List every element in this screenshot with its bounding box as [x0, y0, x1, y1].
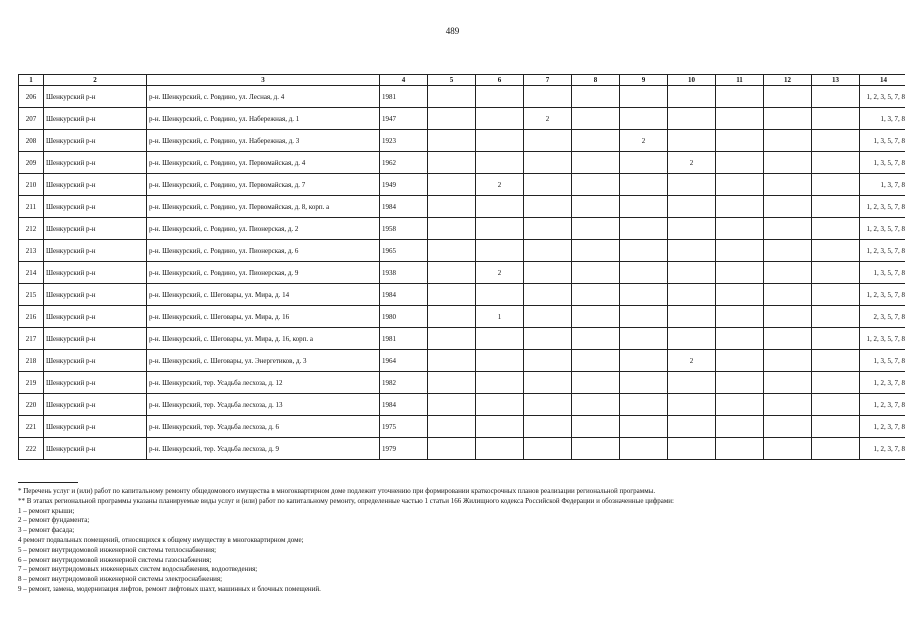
col6-cell — [476, 438, 524, 460]
row-number-cell: 206 — [19, 86, 44, 108]
row-number-cell: 214 — [19, 262, 44, 284]
col10-cell — [668, 130, 716, 152]
column-header: 10 — [668, 75, 716, 86]
year-cell: 1962 — [380, 152, 428, 174]
district-cell: Шенкурский р-н — [44, 350, 147, 372]
col10-cell — [668, 372, 716, 394]
row-number-cell: 217 — [19, 328, 44, 350]
col10-cell — [668, 306, 716, 328]
col12-cell — [764, 262, 812, 284]
table-row — [19, 174, 905, 196]
col8-cell — [572, 394, 620, 416]
district-cell: Шенкурский р-н — [44, 108, 147, 130]
col8-cell — [572, 328, 620, 350]
address-cell: р-н. Шенкурский, с. Ровдино, ул. Набережная, д. 3 — [147, 130, 380, 152]
address-cell: р-н. Шенкурский, тер. Усадьба лесхоза, д. 9 — [147, 438, 380, 460]
col12-cell — [764, 284, 812, 306]
row-number-cell: 222 — [19, 438, 44, 460]
col12-cell — [764, 108, 812, 130]
column-header: 8 — [572, 75, 620, 86]
row-number-cell: 211 — [19, 196, 44, 218]
col9-cell — [620, 152, 668, 174]
district-cell: Шенкурский р-н — [44, 152, 147, 174]
year-cell: 1981 — [380, 86, 428, 108]
header-row — [19, 75, 905, 86]
table-row — [19, 262, 905, 284]
col6-cell: 2 — [476, 174, 524, 196]
col8-cell — [572, 174, 620, 196]
row-number-cell: 209 — [19, 152, 44, 174]
col10-cell — [668, 218, 716, 240]
table-row — [19, 394, 905, 416]
col10-cell — [668, 240, 716, 262]
col8-cell — [572, 284, 620, 306]
col7-cell — [524, 306, 572, 328]
row-number-cell: 219 — [19, 372, 44, 394]
col6-cell — [476, 130, 524, 152]
col5-cell — [428, 108, 476, 130]
col11-cell — [716, 438, 764, 460]
col5-cell — [428, 86, 476, 108]
works-list-cell: 2, 3, 5, 7, 8 — [860, 306, 905, 328]
column-header: 9 — [620, 75, 668, 86]
col10-cell — [668, 394, 716, 416]
row-number-cell: 215 — [19, 284, 44, 306]
col11-cell — [716, 328, 764, 350]
col10-cell — [668, 174, 716, 196]
col5-cell — [428, 152, 476, 174]
col7-cell — [524, 240, 572, 262]
address-cell: р-н. Шенкурский, с. Ровдино, ул. Пионерская, д. 2 — [147, 218, 380, 240]
column-header: 5 — [428, 75, 476, 86]
col7-cell — [524, 262, 572, 284]
table-row — [19, 372, 905, 394]
col11-cell — [716, 240, 764, 262]
row-number-cell: 218 — [19, 350, 44, 372]
col11-cell — [716, 196, 764, 218]
column-header: 13 — [812, 75, 860, 86]
district-cell: Шенкурский р-н — [44, 174, 147, 196]
footnote-line: 5 – ремонт внутридомовой инженерной системы теплоснабжения; — [18, 545, 217, 554]
footnote-line: 4 ремонт подвальных помещений, относящихся к общему имуществу в многоквартирном доме; — [18, 535, 304, 544]
col12-cell — [764, 196, 812, 218]
col5-cell — [428, 438, 476, 460]
col12-cell — [764, 240, 812, 262]
address-cell: р-н. Шенкурский, с. Шеговары, ул. Мира, д. 14 — [147, 284, 380, 306]
year-cell: 1980 — [380, 306, 428, 328]
column-header: 7 — [524, 75, 572, 86]
col9-cell — [620, 196, 668, 218]
row-number-cell: 221 — [19, 416, 44, 438]
col6-cell — [476, 240, 524, 262]
col10-cell — [668, 438, 716, 460]
col10-cell — [668, 284, 716, 306]
col6-cell — [476, 152, 524, 174]
year-cell: 1965 — [380, 240, 428, 262]
col7-cell — [524, 394, 572, 416]
col11-cell — [716, 152, 764, 174]
col8-cell — [572, 196, 620, 218]
col5-cell — [428, 218, 476, 240]
footnote-line: 7 – ремонт внутридомовых инженерных систем водоснабжения, водоотведения; — [18, 565, 258, 574]
col5-cell — [428, 284, 476, 306]
col11-cell — [716, 306, 764, 328]
column-header: 2 — [44, 75, 147, 86]
year-cell: 1949 — [380, 174, 428, 196]
year-cell: 1984 — [380, 284, 428, 306]
district-cell: Шенкурский р-н — [44, 130, 147, 152]
works-list-cell: 1, 2, 3, 5, 7, 8 — [860, 196, 905, 218]
footnote-line: ** В этапах региональной программы указаны планируемые виды услуг и (или) работ по капитальному ремонту, определенные частью 1 статьи 166 Жилищного кодекса Российской Федерации и обозначенные цифрами: — [18, 496, 674, 505]
col8-cell — [572, 262, 620, 284]
col9-cell — [620, 350, 668, 372]
row-number-cell: 212 — [19, 218, 44, 240]
col13-cell — [812, 196, 860, 218]
col13-cell — [812, 152, 860, 174]
column-header: 12 — [764, 75, 812, 86]
district-cell: Шенкурский р-н — [44, 438, 147, 460]
works-list-cell: 1, 2, 3, 5, 7, 8 — [860, 218, 905, 240]
col6-cell — [476, 196, 524, 218]
col12-cell — [764, 394, 812, 416]
table-row — [19, 108, 905, 130]
col9-cell — [620, 284, 668, 306]
col12-cell — [764, 416, 812, 438]
col6-cell — [476, 86, 524, 108]
address-cell: р-н. Шенкурский, с. Ровдино, ул. Первомайская, д. 4 — [147, 152, 380, 174]
works-list-cell: 1, 3, 5, 7, 8 — [860, 152, 905, 174]
col11-cell — [716, 416, 764, 438]
col12-cell — [764, 306, 812, 328]
column-header: 14 — [860, 75, 905, 86]
footnote-line: 3 – ремонт фасада; — [18, 526, 75, 535]
col11-cell — [716, 130, 764, 152]
col10-cell — [668, 196, 716, 218]
year-cell: 1964 — [380, 350, 428, 372]
col9-cell — [620, 328, 668, 350]
column-header: 4 — [380, 75, 428, 86]
district-cell: Шенкурский р-н — [44, 372, 147, 394]
col8-cell — [572, 240, 620, 262]
col10-cell — [668, 86, 716, 108]
works-list-cell: 1, 2, 3, 5, 7, 8 — [860, 240, 905, 262]
col10-cell: 2 — [668, 350, 716, 372]
col13-cell — [812, 284, 860, 306]
col10-cell — [668, 416, 716, 438]
year-cell: 1923 — [380, 130, 428, 152]
col7-cell — [524, 218, 572, 240]
col13-cell — [812, 86, 860, 108]
col7-cell — [524, 416, 572, 438]
col11-cell — [716, 394, 764, 416]
col13-cell — [812, 372, 860, 394]
table-body — [19, 86, 905, 460]
year-cell: 1975 — [380, 416, 428, 438]
col13-cell — [812, 416, 860, 438]
col13-cell — [812, 130, 860, 152]
col6-cell: 1 — [476, 306, 524, 328]
col11-cell — [716, 108, 764, 130]
col12-cell — [764, 86, 812, 108]
col9-cell: 2 — [620, 130, 668, 152]
address-cell: р-н. Шенкурский, с. Ровдино, ул. Пионерская, д. 6 — [147, 240, 380, 262]
col11-cell — [716, 174, 764, 196]
col11-cell — [716, 372, 764, 394]
col9-cell — [620, 108, 668, 130]
works-list-cell: 1, 2, 3, 5, 7, 8 — [860, 284, 905, 306]
year-cell: 1958 — [380, 218, 428, 240]
page-number: 489 — [445, 26, 460, 36]
col5-cell — [428, 262, 476, 284]
col5-cell — [428, 394, 476, 416]
col8-cell — [572, 86, 620, 108]
year-cell: 1979 — [380, 438, 428, 460]
address-cell: р-н. Шенкурский, с. Шеговары, ул. Энергетиков, д. 3 — [147, 350, 380, 372]
address-cell: р-н. Шенкурский, с. Ровдино, ул. Лесная, д. 4 — [147, 86, 380, 108]
year-cell: 1938 — [380, 262, 428, 284]
address-cell: р-н. Шенкурский, с. Ровдино, ул. Первомайская, д. 8, корп. а — [147, 196, 380, 218]
address-cell: р-н. Шенкурский, тер. Усадьба лесхоза, д. 12 — [147, 372, 380, 394]
col5-cell — [428, 350, 476, 372]
col5-cell — [428, 240, 476, 262]
footnote-line: 9 – ремонт, замена, модернизация лифтов, ремонт лифтовых шахт, машинных и блочных помещений. — [18, 584, 321, 593]
column-header: 6 — [476, 75, 524, 86]
footnote-line: 1 – ремонт крыши; — [18, 506, 75, 515]
address-cell: р-н. Шенкурский, с. Ровдино, ул. Набережная, д. 1 — [147, 108, 380, 130]
col6-cell — [476, 416, 524, 438]
works-list-cell: 1, 2, 3, 5, 7, 8 — [860, 328, 905, 350]
col12-cell — [764, 438, 812, 460]
col5-cell — [428, 174, 476, 196]
col6-cell — [476, 350, 524, 372]
district-cell: Шенкурский р-н — [44, 196, 147, 218]
col5-cell — [428, 372, 476, 394]
col9-cell — [620, 438, 668, 460]
district-cell: Шенкурский р-н — [44, 262, 147, 284]
col11-cell — [716, 218, 764, 240]
table-row — [19, 86, 905, 108]
col12-cell — [764, 130, 812, 152]
col13-cell — [812, 240, 860, 262]
address-cell: р-н. Шенкурский, с. Ровдино, ул. Первомайская, д. 7 — [147, 174, 380, 196]
district-cell: Шенкурский р-н — [44, 240, 147, 262]
works-list-cell: 1, 3, 5, 7, 8 — [860, 350, 905, 372]
year-cell: 1981 — [380, 328, 428, 350]
col12-cell — [764, 350, 812, 372]
year-cell: 1947 — [380, 108, 428, 130]
col10-cell — [668, 108, 716, 130]
col13-cell — [812, 350, 860, 372]
year-cell: 1984 — [380, 394, 428, 416]
col12-cell — [764, 372, 812, 394]
col6-cell — [476, 328, 524, 350]
col8-cell — [572, 108, 620, 130]
row-number-cell: 207 — [19, 108, 44, 130]
col13-cell — [812, 108, 860, 130]
works-list-cell: 1, 3, 5, 7, 8 — [860, 130, 905, 152]
row-number-cell: 216 — [19, 306, 44, 328]
footnotes — [18, 487, 887, 595]
col8-cell — [572, 218, 620, 240]
col10-cell: 2 — [668, 152, 716, 174]
col5-cell — [428, 196, 476, 218]
works-list-cell: 1, 3, 7, 8 — [860, 174, 905, 196]
table-row — [19, 240, 905, 262]
col9-cell — [620, 394, 668, 416]
col7-cell — [524, 284, 572, 306]
table-row — [19, 416, 905, 438]
row-number-cell: 208 — [19, 130, 44, 152]
col13-cell — [812, 218, 860, 240]
col13-cell — [812, 438, 860, 460]
col8-cell — [572, 306, 620, 328]
year-cell: 1984 — [380, 196, 428, 218]
col12-cell — [764, 218, 812, 240]
works-list-cell: 1, 2, 3, 7, 8 — [860, 394, 905, 416]
works-list-cell: 1, 2, 3, 5, 7, 8 — [860, 86, 905, 108]
col9-cell — [620, 262, 668, 284]
col10-cell — [668, 328, 716, 350]
col5-cell — [428, 306, 476, 328]
district-cell: Шенкурский р-н — [44, 328, 147, 350]
col13-cell — [812, 306, 860, 328]
col8-cell — [572, 152, 620, 174]
col11-cell — [716, 86, 764, 108]
address-cell: р-н. Шенкурский, с. Шеговары, ул. Мира, д. 16, корп. а — [147, 328, 380, 350]
col6-cell — [476, 284, 524, 306]
table-row — [19, 130, 905, 152]
footnote-line: 2 – ремонт фундамента; — [18, 516, 90, 525]
col7-cell — [524, 328, 572, 350]
col7-cell — [524, 350, 572, 372]
col7-cell — [524, 372, 572, 394]
row-number-cell: 210 — [19, 174, 44, 196]
row-number-cell: 220 — [19, 394, 44, 416]
col10-cell — [668, 262, 716, 284]
col6-cell — [476, 218, 524, 240]
year-cell: 1982 — [380, 372, 428, 394]
col7-cell — [524, 152, 572, 174]
col7-cell — [524, 196, 572, 218]
address-cell: р-н. Шенкурский, тер. Усадьба лесхоза, д. 6 — [147, 416, 380, 438]
col8-cell — [572, 416, 620, 438]
col9-cell — [620, 174, 668, 196]
col9-cell — [620, 416, 668, 438]
district-cell: Шенкурский р-н — [44, 416, 147, 438]
table-row — [19, 306, 905, 328]
address-cell: р-н. Шенкурский, с. Шеговары, ул. Мира, д. 16 — [147, 306, 380, 328]
district-cell: Шенкурский р-н — [44, 284, 147, 306]
col9-cell — [620, 306, 668, 328]
footnote-divider — [18, 482, 78, 483]
footnote-line: 6 – ремонт внутридомовой инженерной системы газоснабжения; — [18, 555, 212, 564]
col7-cell: 2 — [524, 108, 572, 130]
col6-cell — [476, 108, 524, 130]
footnote-line: 8 – ремонт внутридомовой инженерной системы электроснабжения; — [18, 575, 223, 584]
col9-cell — [620, 240, 668, 262]
address-cell: р-н. Шенкурский, с. Ровдино, ул. Пионерская, д. 9 — [147, 262, 380, 284]
col8-cell — [572, 372, 620, 394]
col5-cell — [428, 416, 476, 438]
works-list-cell: 1, 2, 3, 7, 8 — [860, 416, 905, 438]
table-row — [19, 196, 905, 218]
table-row — [19, 152, 905, 174]
address-cell: р-н. Шенкурский, тер. Усадьба лесхоза, д. 13 — [147, 394, 380, 416]
col12-cell — [764, 174, 812, 196]
col9-cell — [620, 86, 668, 108]
row-number-cell: 213 — [19, 240, 44, 262]
district-cell: Шенкурский р-н — [44, 218, 147, 240]
column-header: 1 — [19, 75, 44, 86]
registry-table — [18, 74, 905, 460]
works-list-cell: 1, 3, 5, 7, 8 — [860, 262, 905, 284]
col11-cell — [716, 262, 764, 284]
works-list-cell: 1, 2, 3, 7, 8 — [860, 438, 905, 460]
table-row — [19, 218, 905, 240]
col13-cell — [812, 328, 860, 350]
col11-cell — [716, 284, 764, 306]
works-list-cell: 1, 3, 7, 8 — [860, 108, 905, 130]
table-row — [19, 438, 905, 460]
col5-cell — [428, 130, 476, 152]
col13-cell — [812, 174, 860, 196]
col6-cell: 2 — [476, 262, 524, 284]
table-row — [19, 328, 905, 350]
footnote-line: * Перечень услуг и (или) работ по капитальному ремонту общедомового имущества в многоквартирном доме подлежит уточнению при формировании краткосрочных планов реализации региональной программы. — [18, 487, 656, 495]
col8-cell — [572, 350, 620, 372]
col5-cell — [428, 328, 476, 350]
col6-cell — [476, 372, 524, 394]
col8-cell — [572, 438, 620, 460]
col11-cell — [716, 350, 764, 372]
column-header: 11 — [716, 75, 764, 86]
district-cell: Шенкурский р-н — [44, 86, 147, 108]
works-list-cell: 1, 2, 3, 7, 8 — [860, 372, 905, 394]
col9-cell — [620, 218, 668, 240]
col7-cell — [524, 130, 572, 152]
col13-cell — [812, 394, 860, 416]
district-cell: Шенкурский р-н — [44, 306, 147, 328]
col12-cell — [764, 328, 812, 350]
col12-cell — [764, 152, 812, 174]
table-row — [19, 284, 905, 306]
col7-cell — [524, 174, 572, 196]
table-row — [19, 350, 905, 372]
col7-cell — [524, 86, 572, 108]
column-header: 3 — [147, 75, 380, 86]
col9-cell — [620, 372, 668, 394]
col6-cell — [476, 394, 524, 416]
col8-cell — [572, 130, 620, 152]
district-cell: Шенкурский р-н — [44, 394, 147, 416]
col13-cell — [812, 262, 860, 284]
col7-cell — [524, 438, 572, 460]
